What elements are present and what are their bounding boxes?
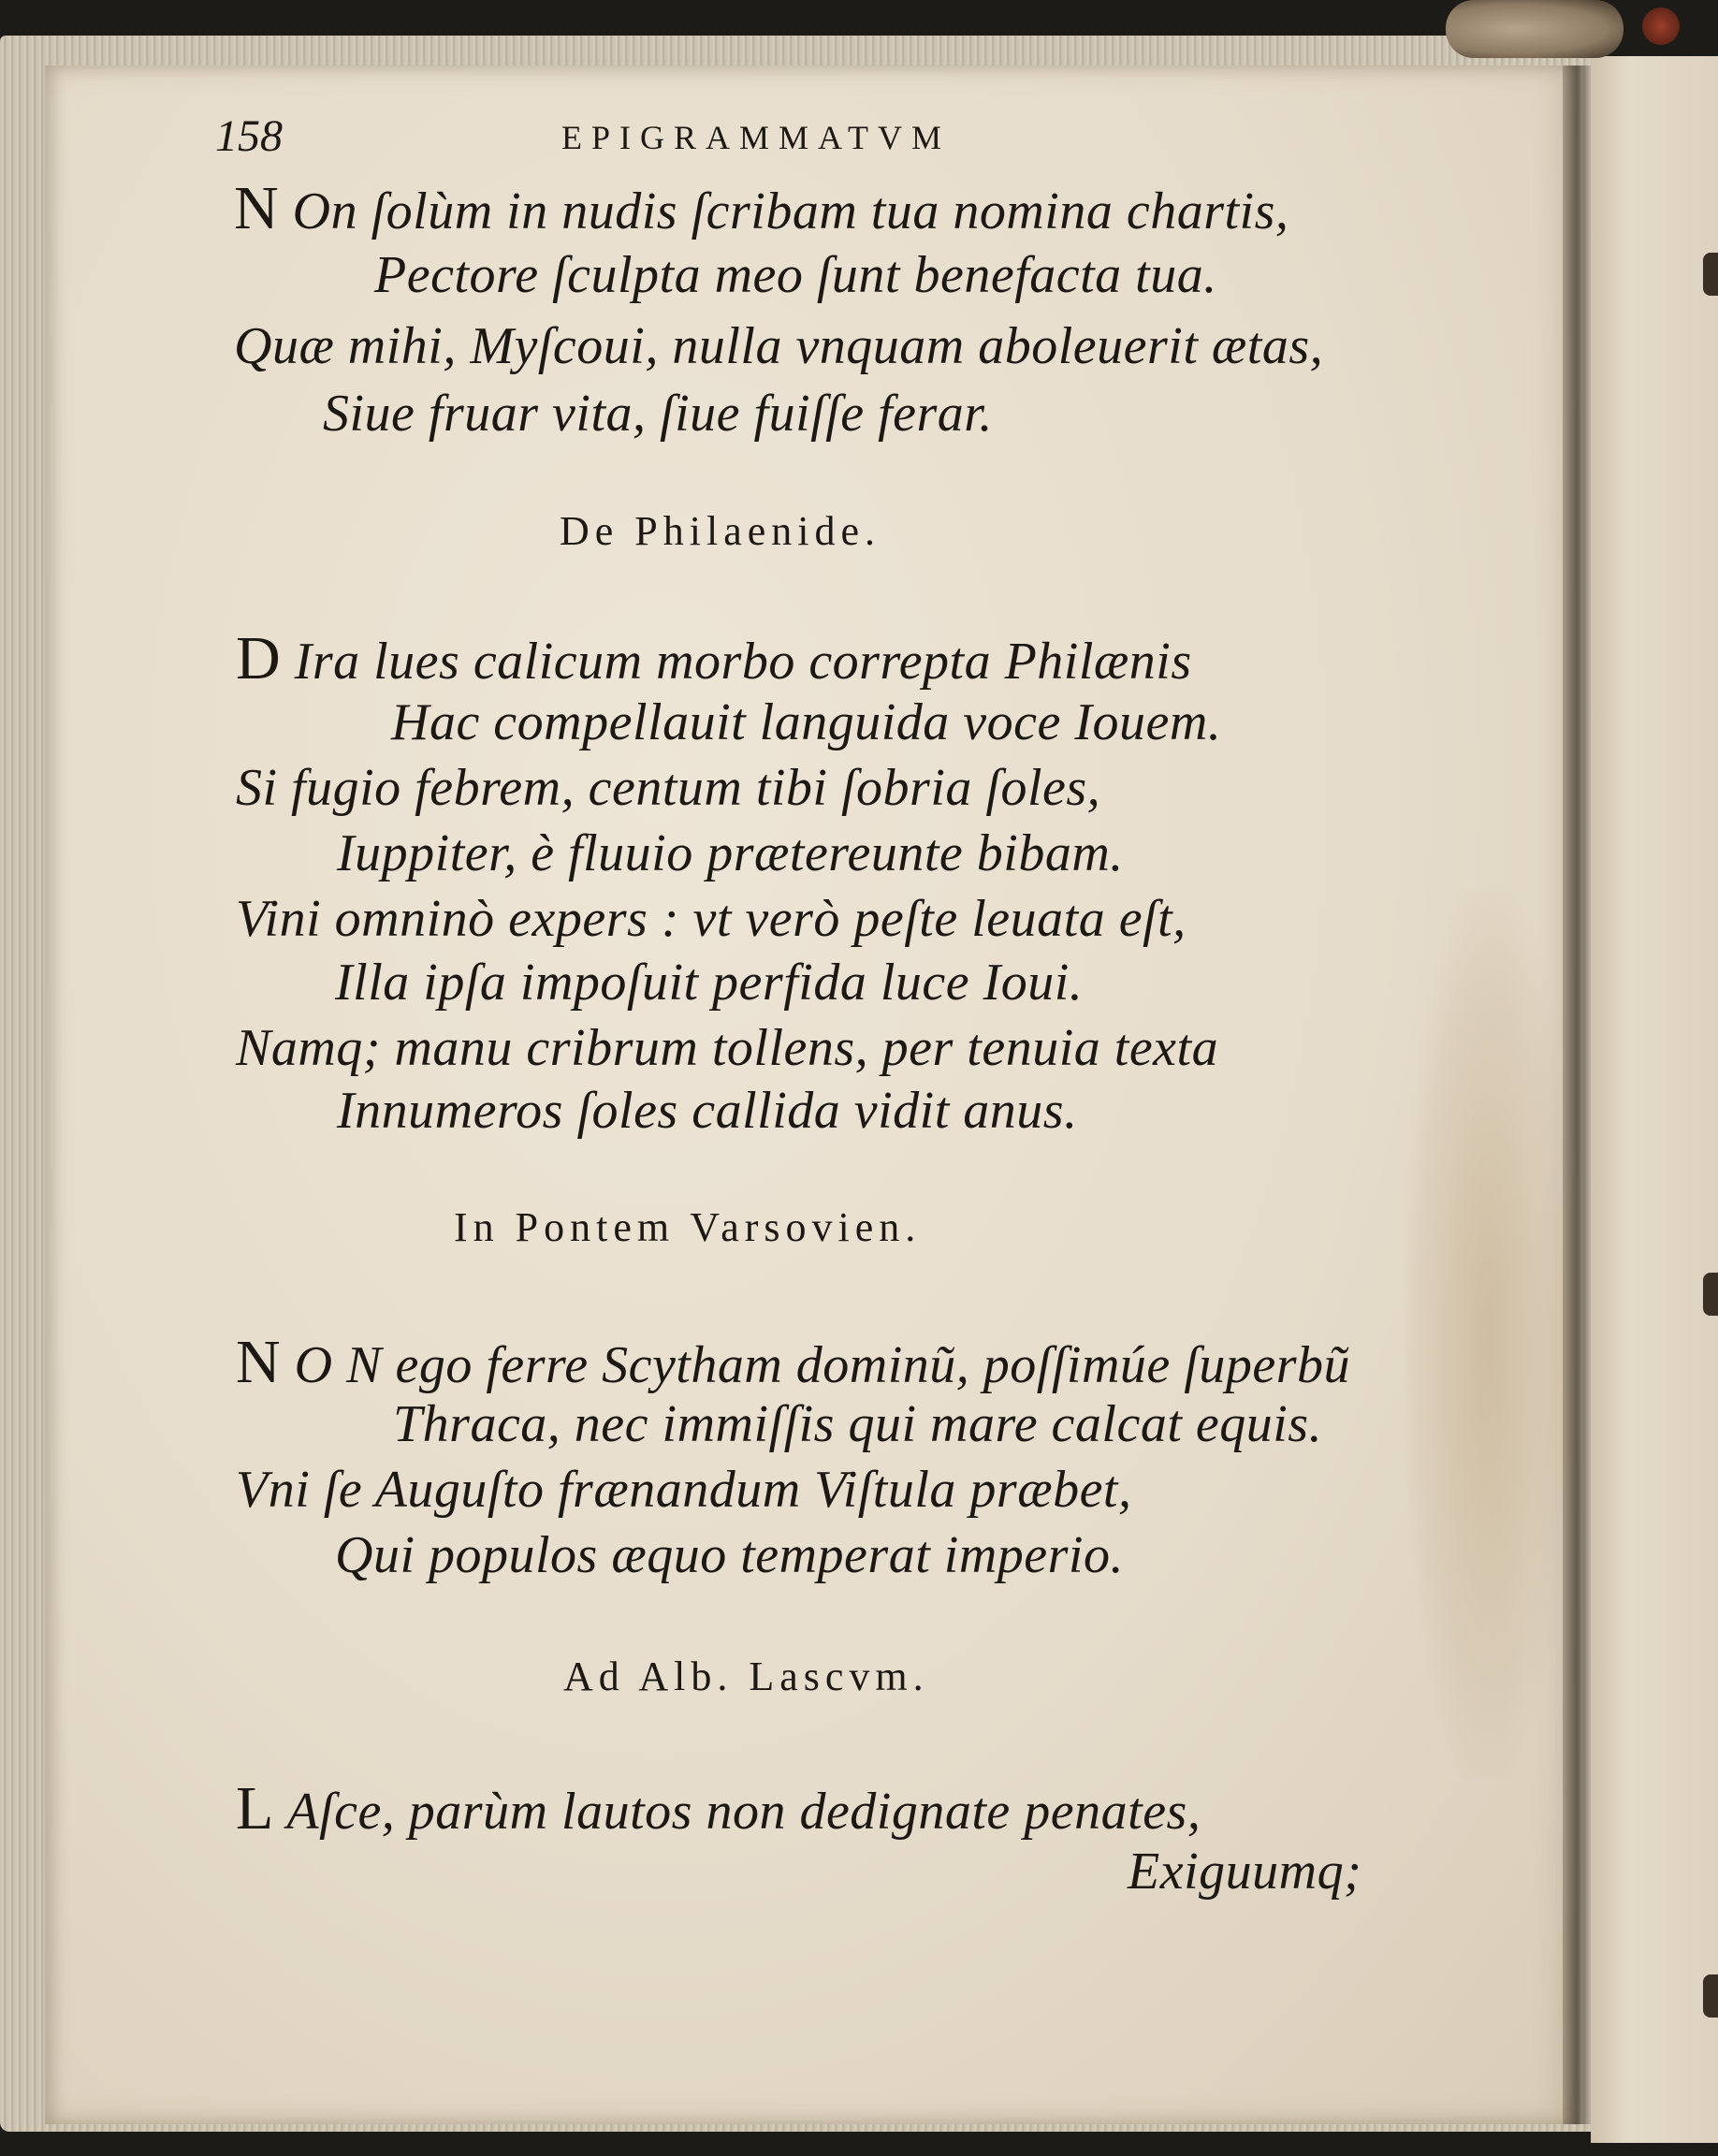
verse-line: Quæ mihi, Myſcoui, nulla vnquam aboleuerit ætas,: [234, 317, 1324, 375]
facing-page-edge: [1591, 56, 1718, 2143]
verse-line: Namq; manu cribrum tollens, per tenuia texta: [236, 1019, 1219, 1077]
facing-page-glyph: [1703, 1974, 1718, 2018]
verse-line: Si fugio febrem, centum tibi ſobria ſoles,: [236, 759, 1101, 817]
initial-letter: D: [236, 624, 282, 692]
poem-title: Ad Alb. Lascvm.: [563, 1653, 929, 1699]
facing-page-glyph: [1703, 253, 1718, 296]
running-head: EPIGRAMMATVM: [561, 119, 952, 156]
verse-line: Qui populos æquo temperat imperio.: [335, 1526, 1124, 1584]
poem-title: In Pontem Varsovien.: [454, 1204, 922, 1250]
verse-line: [236, 1773, 1201, 1844]
verse-line: Vni ſe Auguſto frænandum Viſtula præbet,: [236, 1461, 1132, 1519]
initial-letter: N: [234, 174, 280, 242]
verse-line: Iuppiter, è fluuio prætereunte bibam.: [337, 824, 1124, 882]
verse-line: Vini omninò expers : vt verò peſte leuata eſt,: [236, 890, 1187, 948]
verse-text: O N ego ferre Scytham dominũ, poſſimúe ſuperbũ: [294, 1336, 1350, 1394]
verse-text: On ſolùm in nudis ſcribam tua nomina chartis,: [292, 182, 1289, 240]
verse-line: Hac compellauit languida voce Iouem.: [391, 693, 1222, 751]
binding-cord-knot: [1642, 7, 1680, 45]
verse-text: Aſce, parùm lautos non dedignate penates,: [286, 1783, 1201, 1841]
verse-line: Siue fruar vita, ſiue fuiſſe ferar.: [323, 385, 993, 443]
verse-line: [236, 1327, 1350, 1398]
verse-line: [236, 623, 1192, 694]
verse-text: Ira lues calicum morbo correpta Philænis: [294, 633, 1192, 691]
catchword: Exiguumq;: [1128, 1843, 1362, 1901]
verse-line: Innumeros ſoles callida vidit anus.: [337, 1082, 1078, 1140]
initial-letter: L: [236, 1774, 274, 1843]
verse-line: [234, 173, 1288, 244]
page-number: 158: [215, 111, 283, 161]
book-gutter: [1563, 66, 1591, 2124]
verse-line: Pectore ſculpta meo ſunt benefacta tua.: [374, 246, 1217, 304]
water-stain: [1404, 889, 1572, 1778]
verse-line: Thraca, nec immiſſis qui mare calcat equis.: [393, 1395, 1323, 1453]
verse-line: Illa ipſa impoſuit perfida luce Ioui.: [335, 954, 1084, 1012]
facing-page-glyph: [1703, 1273, 1718, 1316]
binding-cord: [1446, 0, 1623, 58]
initial-letter: N: [236, 1328, 282, 1396]
poem-title: De Philaenide.: [560, 508, 881, 554]
